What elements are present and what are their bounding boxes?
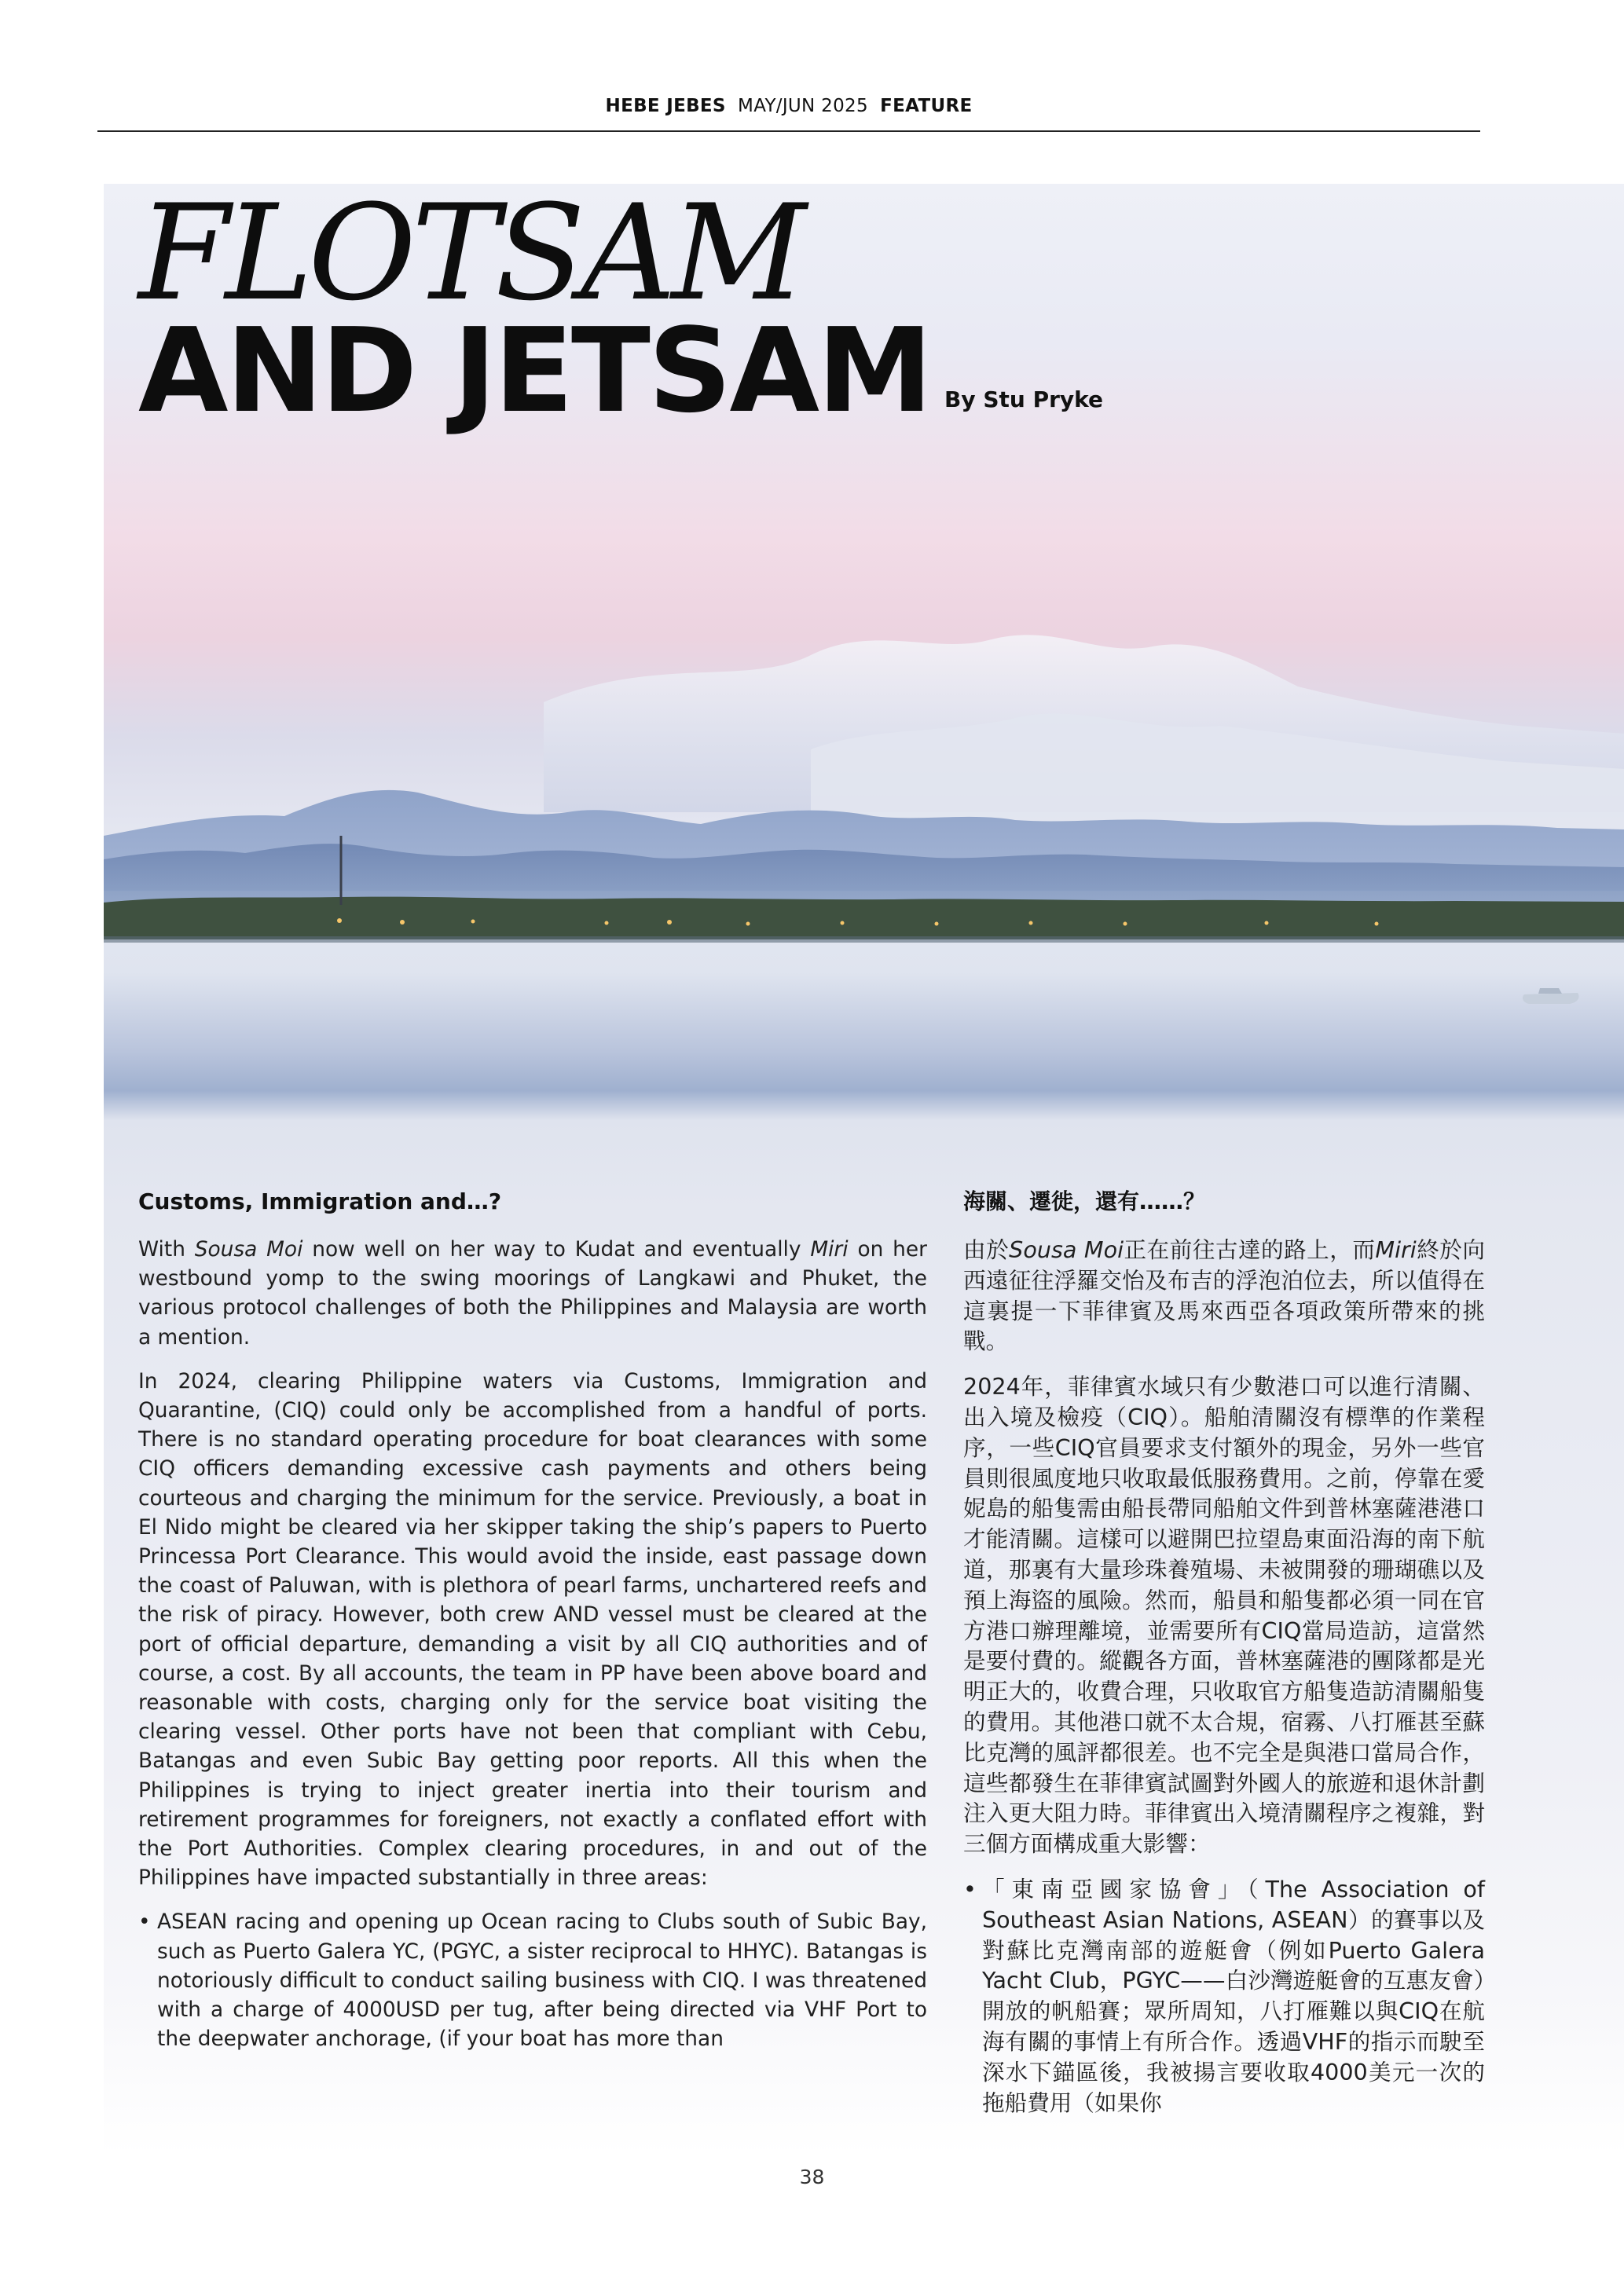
dinghy-illustration	[1523, 988, 1579, 1004]
chinese-paragraph-1: 由於Sousa Moi正在前往古達的路上，而Miri終於向西遠征往浮羅交怡及布吉的浮泡泊位去，所以值得在這裏提一下菲律賓及馬來西亞各項政策所帶來的挑戰。	[963, 1236, 1485, 1355]
english-column	[138, 1186, 927, 2053]
english-paragraph-2: In 2024, clearing Philippine waters via Customs, Immigration and Quarantine, (CIQ) could only be accomplished from a handful of ports. There is no standard operating procedure for boat clearances with some CIQ officers demanding excessive cash payments and others being courteous and charging the minimum for the service. Previously, a boat in El Nido might be cleared via her skipper taking the ship’s papers to Puerto Princessa Port Clearance. This would avoid the inside, east passage down the coast of Paluwan, with is plethora of pearl farms, unchartered reefs and the risk of piracy. However, both crew AND vessel must be cleared at the port of official departure, demanding a visit by all CIQ authorities and of course, a cost. By all accounts, the team in PP have been above board and reasonable with costs, charging only for the service boat visiting the clearing vessel. Other ports have not been that compliant with Cebu, Batangas and even Subic Bay getting poor reports. All this when the Philippines is trying to inject greater inertia into their tourism and retirement programmes for foreigners, not exactly a conflated effort with the Port Authorities. Complex clearing procedures, in and out of the Philippines have impacted substantially in three areas:	[138, 1368, 927, 1891]
chinese-heading: 海關、遷徙，還有……？	[963, 1188, 1206, 1214]
english-paragraph-1: With Sousa Moi now well on her way to Kudat and eventually Miri on her westbound yomp to the swing moorings of Langkawi and Phuket, the various protocol challenges of both the Philippines and Malaysia are worth a mention.	[138, 1237, 927, 1349]
chinese-paragraph-2: 2024年，菲律賓水域只有少數港口可以進行清關、出入境及檢疫（CIQ）。船舶清關沒有標準的作業程序，一些CIQ官員要求支付額外的現金，另外一些官員則很風度地只收取最低服務費用。之前，停靠在愛妮島的船隻需由船長帶同船舶文件到普林塞薩港港口才能清關。這樣可以避開巴拉望島東面沿海的南下航道，那裏有大量珍珠養殖場、未被開發的珊瑚礁以及預上海盜的風險。然而，船員和船隻都必須一同在官方港口辦理離境，並需要所有CIQ當局造訪，這當然是要付費的。縱觀各方面，普林塞薩港的團隊都是光明正大的，收費合理，只收取官方船隻造訪清關船隻的費用。其他港口就不太合規，宿霧、八打雁甚至蘇比克灣的風評都很差。也不完全是與港口當局合作，這些都發生在菲律賓試圖對外國人的旅遊和退休計劃注入更大阻力時。菲律賓出入境清關程序之複雜，對三個方面構成重大影響：	[963, 1373, 1485, 1858]
byline: By Stu Pryke	[944, 386, 1104, 412]
chinese-column	[963, 1186, 1485, 2118]
english-heading: Customs, Immigration and…?	[138, 1188, 502, 1214]
chinese-bullet-1: • 「東南亞國家協會」（The Association of Southeast Asian Nations, ASEAN）的賽事以及對蘇比克灣南部的遊艇會（例如Puerto Galera Yacht Club，PGYC——白沙灣遊艇會的互惠友會）開放的帆船賽；眾所周知，八打雁難以與CIQ在航海有關的事情上有所合作。透過VHF的指示而駛至深水下錨區後，我被揚言要收取4000美元一次的拖船費用（如果你	[963, 1874, 1485, 2118]
issue-date: MAY/JUN 2025	[738, 96, 868, 116]
place-name-zh: Miri	[1375, 1236, 1417, 1263]
boat-name-zh: Sousa Moi	[1009, 1236, 1124, 1263]
english-bullet-1: • ASEAN racing and opening up Ocean racing to Clubs south of Subic Bay, such as Puerto Galera YC, (PGYC, a sister reciprocal to HHYC). Batangas is notoriously difficult to conduct sailing business with CIQ. I was threatened with a charge of 4000USD per tug, after being directed via VHF Port to the deepwater anchorage, (if your boat has more than	[138, 1907, 927, 2053]
place-name: Miri	[810, 1237, 849, 1262]
title-line-2: AND JETSAM	[138, 303, 931, 438]
boat-name: Sousa Moi	[194, 1237, 303, 1262]
section-name: FEATURE	[880, 96, 973, 116]
page-number: 38	[799, 2166, 825, 2188]
header-rule	[97, 130, 1480, 132]
running-header	[97, 96, 1480, 116]
title-line-1: FLOTSAM	[138, 176, 802, 330]
magazine-name: HEBE JEBES	[605, 96, 726, 116]
